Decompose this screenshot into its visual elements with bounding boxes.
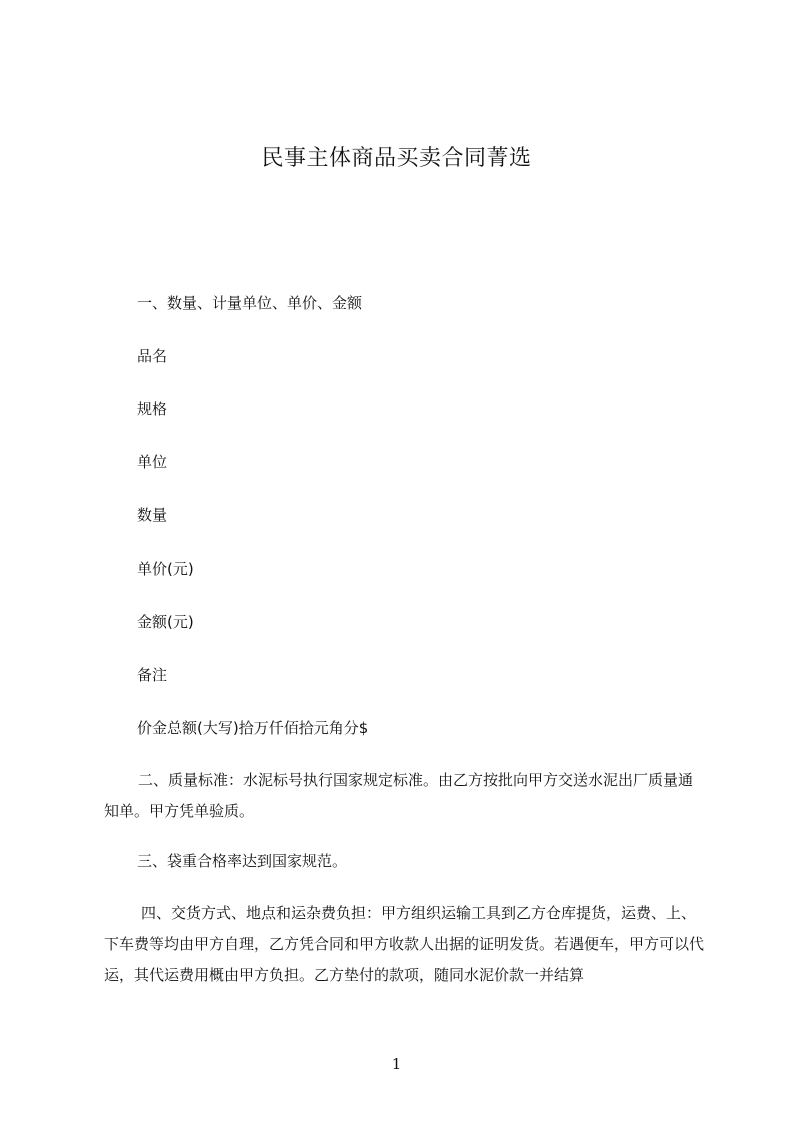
field-specification: 规格: [137, 400, 168, 418]
field-amount: 金额(元): [137, 613, 194, 631]
field-unit-price: 单价(元): [137, 560, 194, 578]
section2-paragraph: 二、质量标准：水泥标号执行国家规定标准。由乙方按批向甲方交送水泥出厂质量通知单。甲方凭单验质。: [104, 771, 694, 820]
field-quantity: 数量: [137, 506, 168, 524]
page-number: 1: [391, 1055, 402, 1073]
section4-paragraph: 四、交货方式、地点和运杂费负担：甲方组织运输工具到乙方仓库提货，运费、上、下车费等均由甲方自理，乙方凭合同和甲方收款人出据的证明发货。若遇便车，甲方可以代运，其代运费用概由甲方负担。乙方垫付的款项，随同水泥价款一并结算: [104, 904, 705, 984]
field-remarks: 备注: [137, 666, 168, 684]
section1-heading: 一、数量、计量单位、单价、金额: [137, 294, 363, 312]
field-product-name: 品名: [137, 347, 168, 365]
section3-paragraph: 三、袋重合格率达到国家规范。: [137, 852, 348, 870]
field-unit: 单位: [137, 453, 168, 471]
total-price-line: 价金总额(大写)拾万仟佰拾元角分$: [137, 719, 369, 737]
document-title: 民事主体商品买卖合同菁选: [261, 146, 532, 171]
